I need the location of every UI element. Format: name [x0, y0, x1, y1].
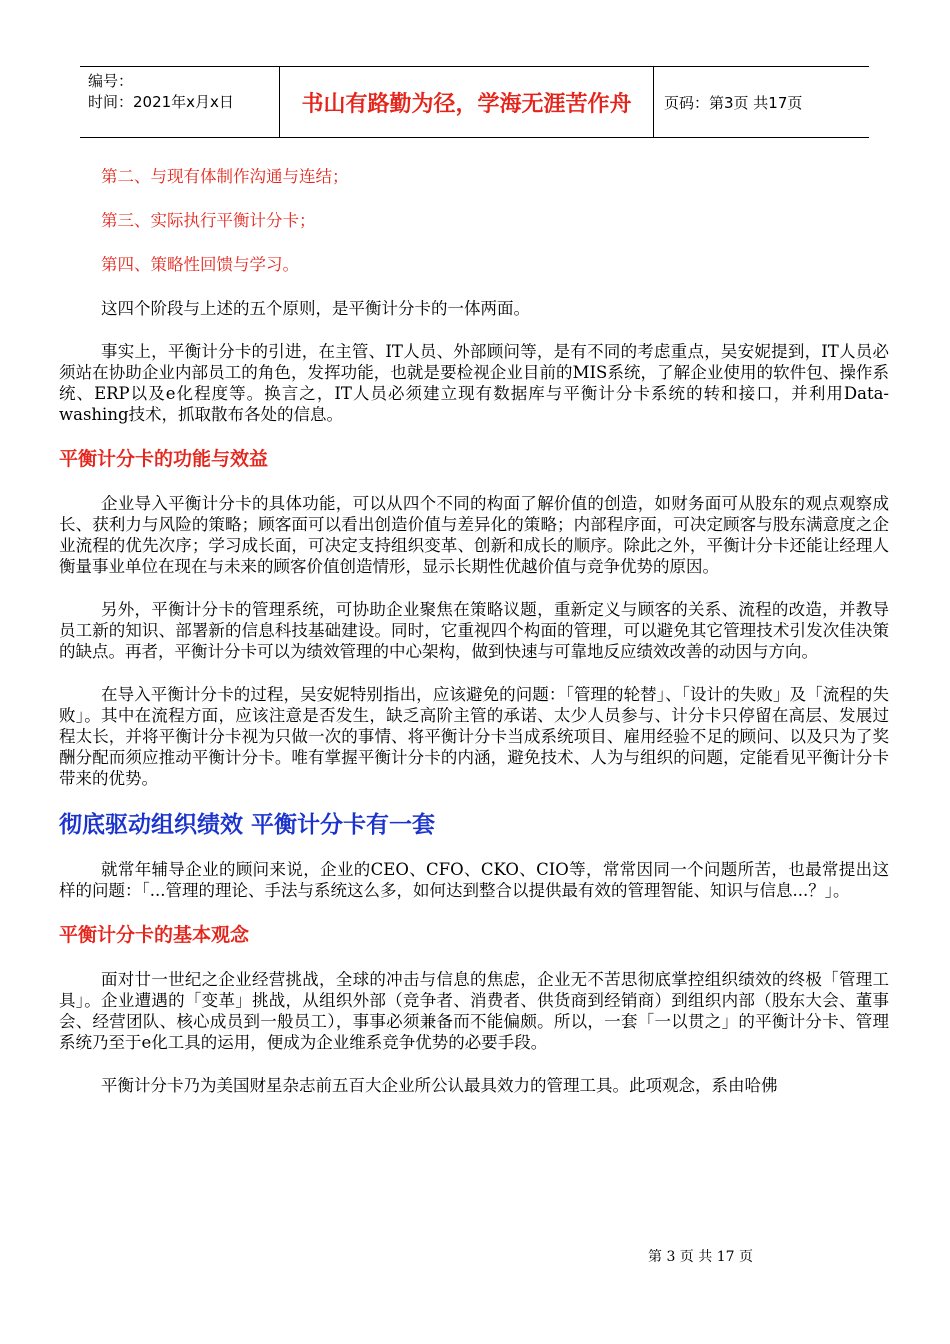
- document-body: [59, 166, 889, 1096]
- step-3: 第三、实际执行平衡计分卡；: [101, 211, 316, 230]
- section-heading-basic: 平衡计分卡的基本观念: [59, 924, 250, 946]
- paragraph: 企业导入平衡计分卡的具体功能，可以从四个不同的构面了解价值的创造，如财务面可从股东的观点观察成长、获利力与风险的策略；顾客面可以看出创造价值与差异化的策略；内部程序面，可决定顾客与股东满意度之企业流程的优先次序；学习成长面，可决定支持组织变革、创新和成长的顺序。除此之外，平衡计分卡还能让经理人衡量事业单位在现在与未来的顾客价值创造情形，显示长期性优越价值与竞争优势的原因。: [59, 494, 889, 576]
- step-4: 第四、策略性回馈与学习。: [101, 255, 299, 274]
- paragraph: 就常年辅导企业的顾问来说，企业的CEO、CFO、CKO、CIO等，常常因同一个问题所苦，也最常提出这样的问题：「...管理的理论、手法与系统这么多，如何达到整合以提供最有效的管理智能、知识与信息...？」。: [59, 860, 889, 900]
- header-motto: 书山有路勤为径，学海无涯苦作舟: [280, 67, 654, 137]
- step-2: 第二、与现有体制作沟通与连结；: [101, 167, 349, 186]
- section-heading-function: 平衡计分卡的功能与效益: [59, 448, 269, 470]
- paragraph: 平衡计分卡乃为美国财星杂志前五百大企业所公认最具效力的管理工具。此项观念，系由哈佛: [101, 1076, 778, 1095]
- header-page-info: 页码：第3页 共17页: [664, 93, 803, 112]
- paragraph: 在导入平衡计分卡的过程，吴安妮特别指出，应该避免的问题：「管理的轮替」、「设计的失败」及「流程的失败」。其中在流程方面，应该注意是否发生，缺乏高阶主管的承诺、太少人员参与、计分卡只停留在高层、发展过程太长，并将平衡计分卡视为只做一次的事情、将平衡计分卡当成系统项目、雇用经验不足的顾问、以及只为了奖酬分配而须应推动平衡计分卡。唯有掌握平衡计分卡的内涵，避免技术、人为与组织的问题，定能看见平衡计分卡带来的优势。: [59, 685, 889, 788]
- page-footer: 第 3 页 共 17 页: [648, 1249, 753, 1265]
- section-heading-drive: 彻底驱动组织绩效 平衡计分卡有一套: [59, 812, 436, 838]
- paragraph: 另外，平衡计分卡的管理系统，可协助企业聚焦在策略议题，重新定义与顾客的关系、流程的改造，并教导员工新的知识、部署新的信息科技基础建设。同时，它重视四个构面的管理，可以避免其它管理技术引发次佳决策的缺点。再者，平衡计分卡可以为绩效管理的中心架构，做到快速与可靠地反应绩效改善的动因与方向。: [59, 600, 889, 661]
- paragraph: 面对廿一世纪之企业经营挑战，全球的冲击与信息的焦虑，企业无不苦思彻底掌控组织绩效的终极「管理工具」。企业遭遇的「变革」挑战，从组织外部（竞争者、消费者、供货商到经销商）到组织内部（股东大会、董事会、经营团队、核心成员到一般员工），事事必须兼备而不能偏颇。所以，一套「一以贯之」的平衡计分卡、管理系统乃至于e化工具的运用，便成为企业维系竞争优势的必要手段。: [59, 970, 889, 1052]
- doc-time-label: 时间：2021年x月x日: [88, 93, 234, 111]
- header-meta: [80, 67, 280, 137]
- doc-number-label: 编号：: [88, 72, 134, 90]
- paragraph: 这四个阶段与上述的五个原则，是平衡计分卡的一体两面。: [101, 299, 530, 318]
- page-header: [80, 66, 869, 138]
- paragraph: 事实上，平衡计分卡的引进，在主管、IT人员、外部顾问等，是有不同的考虑重点，吴安妮提到，IT人员必须站在协助企业内部员工的角色，发挥功能，也就是要检视企业目前的MIS系统，了解企业使用的软件包、操作系统、ERP以及e化程度等。换言之，IT人员必须建立现有数据库与平衡计分卡系统的转和接口，并利用Data-washing技术，抓取散布各处的信息。: [59, 342, 889, 424]
